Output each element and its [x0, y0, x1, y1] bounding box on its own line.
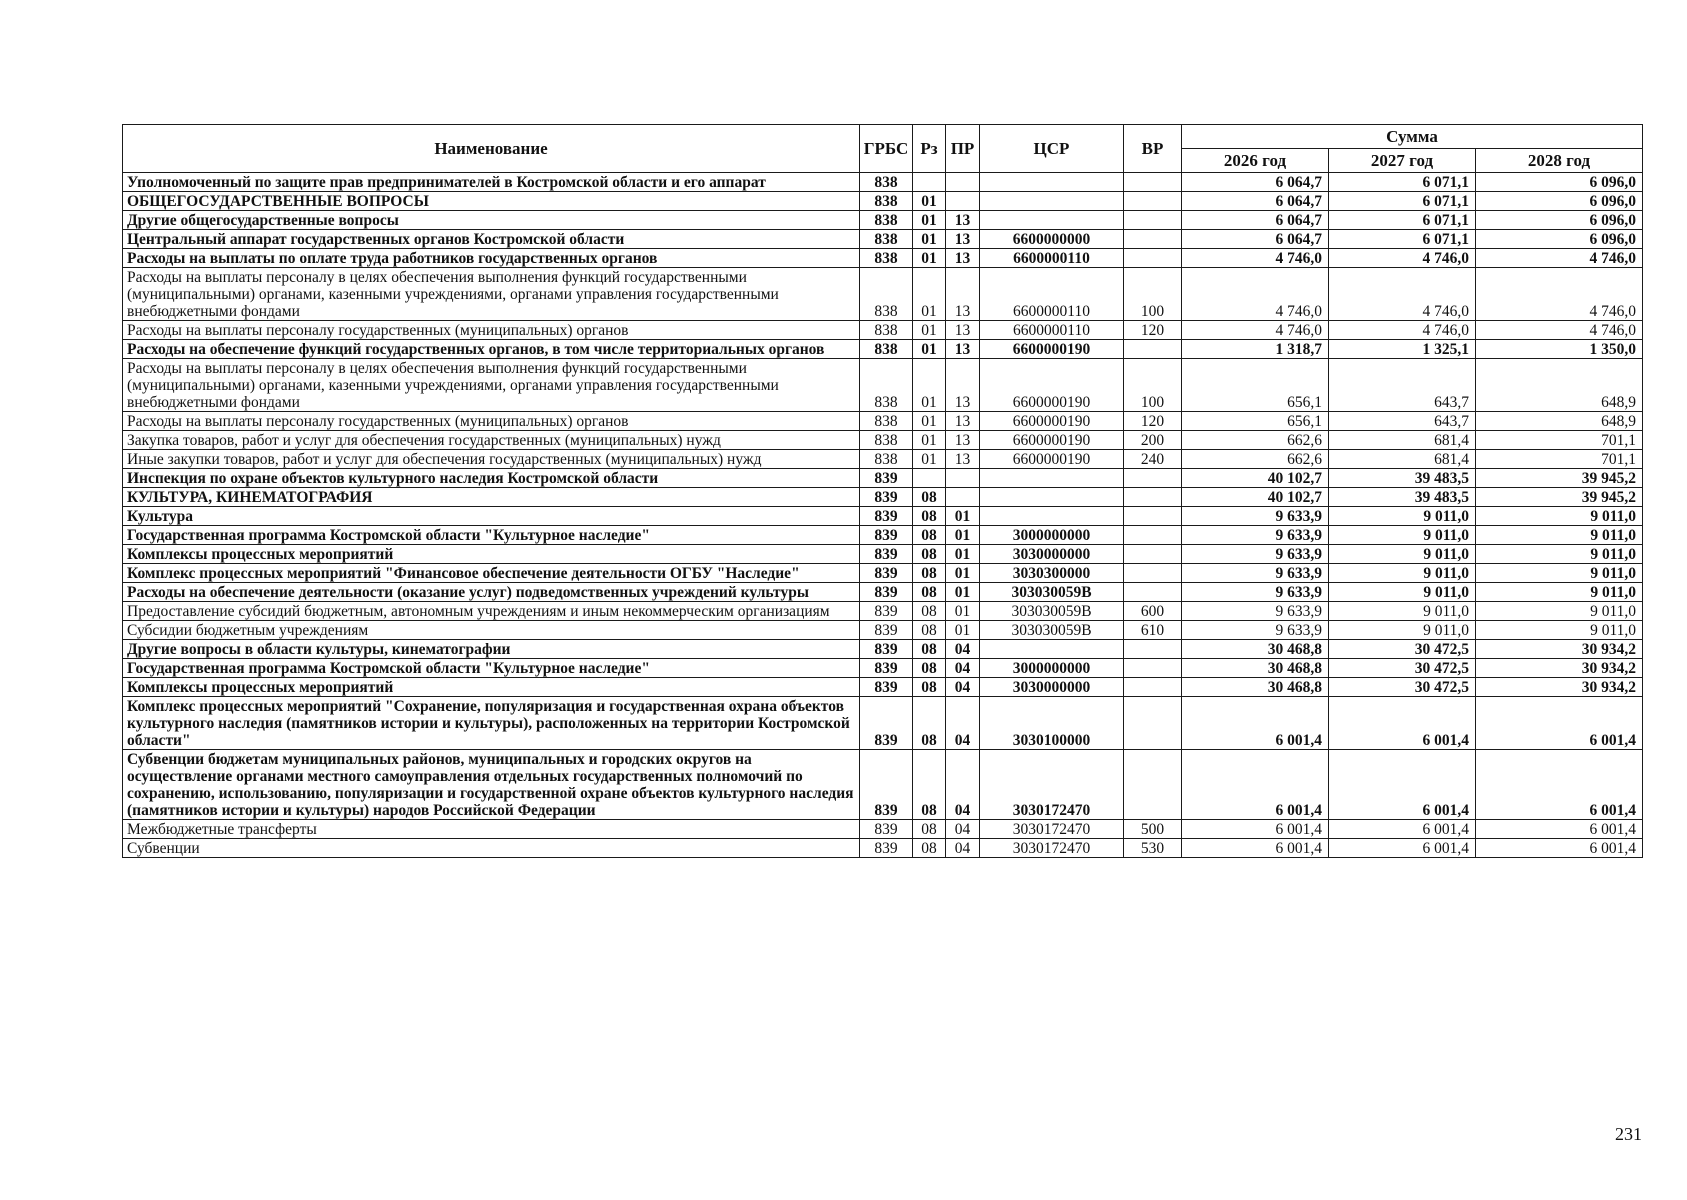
cell-grbs: 838	[860, 268, 913, 321]
cell-name: КУЛЬТУРА, КИНЕМАТОГРАФИЯ	[123, 488, 860, 507]
table-row	[123, 583, 1643, 602]
cell-csr: 3030300000	[980, 564, 1124, 583]
cell-2027: 6 001,4	[1329, 697, 1476, 750]
cell-2028: 9 011,0	[1476, 545, 1643, 564]
table-row	[123, 678, 1643, 697]
cell-2027: 643,7	[1329, 359, 1476, 412]
cell-csr: 3030172470	[980, 750, 1124, 820]
header-2027: 2027 год	[1329, 149, 1476, 173]
table-row	[123, 659, 1643, 678]
cell-name: Расходы на выплаты персоналу государственных (муниципальных) органов	[123, 321, 860, 340]
budget-table	[122, 124, 1643, 858]
cell-2028: 6 096,0	[1476, 211, 1643, 230]
cell-vr	[1124, 469, 1182, 488]
cell-grbs: 839	[860, 678, 913, 697]
table-row	[123, 412, 1643, 431]
cell-2027: 643,7	[1329, 412, 1476, 431]
table-row	[123, 545, 1643, 564]
cell-name: Субвенции бюджетам муниципальных районов, муниципальных и городских округов на осуществление органами местного самоуправления отдельных государственных полномочий по сохранению, использованию, популяризации и государственной охране объектов культурного наследия (памятников истории и культуры) народов Российской Федерации	[123, 750, 860, 820]
cell-2026: 6 064,7	[1182, 173, 1329, 192]
cell-name: Субсидии бюджетным учреждениям	[123, 621, 860, 640]
table-row	[123, 469, 1643, 488]
cell-grbs: 838	[860, 431, 913, 450]
cell-2026: 662,6	[1182, 450, 1329, 469]
cell-2028: 6 001,4	[1476, 750, 1643, 820]
cell-rz: 08	[913, 564, 946, 583]
cell-2026: 9 633,9	[1182, 583, 1329, 602]
cell-2028: 6 096,0	[1476, 192, 1643, 211]
cell-vr	[1124, 230, 1182, 249]
cell-rz: 08	[913, 526, 946, 545]
cell-pr: 13	[946, 450, 980, 469]
cell-2027: 9 011,0	[1329, 545, 1476, 564]
cell-pr: 04	[946, 820, 980, 839]
cell-vr	[1124, 173, 1182, 192]
cell-grbs: 838	[860, 249, 913, 268]
page-number: 231	[1615, 1124, 1642, 1144]
cell-grbs: 838	[860, 359, 913, 412]
cell-name: Иные закупки товаров, работ и услуг для обеспечения государственных (муниципальных) нужд	[123, 450, 860, 469]
cell-2026: 9 633,9	[1182, 621, 1329, 640]
cell-rz: 08	[913, 678, 946, 697]
cell-name: Расходы на выплаты персоналу государственных (муниципальных) органов	[123, 412, 860, 431]
cell-pr: 13	[946, 359, 980, 412]
cell-pr: 13	[946, 211, 980, 230]
cell-2026: 40 102,7	[1182, 488, 1329, 507]
cell-name: Другие общегосударственные вопросы	[123, 211, 860, 230]
cell-name: Уполномоченный по защите прав предпринимателей в Костромской области и его аппарат	[123, 173, 860, 192]
table-row	[123, 564, 1643, 583]
header-vr: ВР	[1124, 125, 1182, 173]
cell-vr	[1124, 659, 1182, 678]
cell-csr: 6600000110	[980, 268, 1124, 321]
cell-2028: 39 945,2	[1476, 488, 1643, 507]
cell-vr: 100	[1124, 268, 1182, 321]
cell-name: Расходы на выплаты персоналу в целях обеспечения выполнения функций государственными (муниципальными) органами, казенными учреждениями, органами управления государственными внебюджетными фондами	[123, 359, 860, 412]
cell-csr: 6600000190	[980, 340, 1124, 359]
cell-2027: 681,4	[1329, 450, 1476, 469]
cell-pr: 13	[946, 249, 980, 268]
table-row	[123, 750, 1643, 820]
cell-rz: 08	[913, 697, 946, 750]
cell-name: Государственная программа Костромской области "Культурное наследие"	[123, 526, 860, 545]
cell-grbs: 839	[860, 820, 913, 839]
cell-grbs: 838	[860, 230, 913, 249]
cell-pr: 04	[946, 640, 980, 659]
cell-csr: 303030059В	[980, 583, 1124, 602]
table-row	[123, 697, 1643, 750]
cell-2028: 30 934,2	[1476, 678, 1643, 697]
cell-rz: 01	[913, 340, 946, 359]
cell-vr: 600	[1124, 602, 1182, 621]
cell-2027: 9 011,0	[1329, 507, 1476, 526]
cell-vr: 100	[1124, 359, 1182, 412]
header-pr: ПР	[946, 125, 980, 173]
cell-grbs: 838	[860, 192, 913, 211]
cell-name: Расходы на выплаты по оплате труда работников государственных органов	[123, 249, 860, 268]
cell-2028: 30 934,2	[1476, 659, 1643, 678]
table-row	[123, 230, 1643, 249]
cell-csr: 3030000000	[980, 678, 1124, 697]
cell-rz: 08	[913, 545, 946, 564]
cell-name: Расходы на обеспечение деятельности (оказание услуг) подведомственных учреждений культуры	[123, 583, 860, 602]
cell-vr	[1124, 640, 1182, 659]
cell-pr: 13	[946, 412, 980, 431]
cell-2026: 9 633,9	[1182, 507, 1329, 526]
cell-csr	[980, 173, 1124, 192]
cell-2027: 4 746,0	[1329, 249, 1476, 268]
cell-vr	[1124, 488, 1182, 507]
cell-grbs: 838	[860, 211, 913, 230]
cell-name: Комплекс процессных мероприятий "Сохранение, популяризация и государственная охрана объектов культурного наследия (памятников истории и культуры), расположенных на территории Костромской области"	[123, 697, 860, 750]
cell-pr: 13	[946, 340, 980, 359]
cell-name: Инспекция по охране объектов культурного наследия Костромской области	[123, 469, 860, 488]
cell-grbs: 839	[860, 839, 913, 858]
table-row	[123, 507, 1643, 526]
table-row	[123, 602, 1643, 621]
cell-vr	[1124, 211, 1182, 230]
cell-csr: 3000000000	[980, 659, 1124, 678]
table-row	[123, 621, 1643, 640]
cell-2028: 6 096,0	[1476, 230, 1643, 249]
cell-rz: 08	[913, 750, 946, 820]
cell-vr	[1124, 249, 1182, 268]
cell-pr: 04	[946, 659, 980, 678]
cell-2027: 4 746,0	[1329, 268, 1476, 321]
table-header	[123, 125, 1643, 173]
cell-csr: 3030172470	[980, 820, 1124, 839]
cell-2027: 9 011,0	[1329, 583, 1476, 602]
cell-2026: 6 001,4	[1182, 750, 1329, 820]
cell-rz: 08	[913, 621, 946, 640]
cell-grbs: 838	[860, 412, 913, 431]
header-2026: 2026 год	[1182, 149, 1329, 173]
cell-csr: 3030000000	[980, 545, 1124, 564]
cell-2027: 6 071,1	[1329, 192, 1476, 211]
cell-2026: 9 633,9	[1182, 564, 1329, 583]
cell-pr: 13	[946, 268, 980, 321]
cell-vr: 530	[1124, 839, 1182, 858]
cell-grbs: 839	[860, 602, 913, 621]
cell-name: Культура	[123, 507, 860, 526]
cell-name: ОБЩЕГОСУДАРСТВЕННЫЕ ВОПРОСЫ	[123, 192, 860, 211]
table-row	[123, 431, 1643, 450]
cell-2027: 39 483,5	[1329, 488, 1476, 507]
cell-2027: 6 001,4	[1329, 750, 1476, 820]
cell-grbs: 839	[860, 545, 913, 564]
cell-vr	[1124, 526, 1182, 545]
cell-2028: 648,9	[1476, 412, 1643, 431]
cell-vr	[1124, 192, 1182, 211]
header-2028: 2028 год	[1476, 149, 1643, 173]
cell-2028: 1 350,0	[1476, 340, 1643, 359]
cell-2027: 4 746,0	[1329, 321, 1476, 340]
cell-grbs: 839	[860, 659, 913, 678]
cell-pr: 01	[946, 507, 980, 526]
cell-2028: 4 746,0	[1476, 268, 1643, 321]
cell-vr: 200	[1124, 431, 1182, 450]
cell-grbs: 838	[860, 173, 913, 192]
cell-2028: 39 945,2	[1476, 469, 1643, 488]
header-name: Наименование	[123, 125, 860, 173]
cell-name: Расходы на выплаты персоналу в целях обеспечения выполнения функций государственными (муниципальными) органами, казенными учреждениями, органами управления государственными внебюджетными фондами	[123, 268, 860, 321]
cell-vr: 120	[1124, 321, 1182, 340]
cell-pr: 13	[946, 431, 980, 450]
cell-2028: 9 011,0	[1476, 507, 1643, 526]
cell-pr: 01	[946, 602, 980, 621]
cell-2027: 30 472,5	[1329, 678, 1476, 697]
cell-csr: 3030172470	[980, 839, 1124, 858]
cell-2027: 681,4	[1329, 431, 1476, 450]
cell-rz: 01	[913, 230, 946, 249]
cell-rz: 01	[913, 431, 946, 450]
table-row	[123, 192, 1643, 211]
cell-rz: 08	[913, 820, 946, 839]
cell-pr: 04	[946, 750, 980, 820]
cell-grbs: 839	[860, 640, 913, 659]
cell-rz: 08	[913, 488, 946, 507]
cell-2026: 6 001,4	[1182, 839, 1329, 858]
cell-pr: 04	[946, 839, 980, 858]
table-body	[123, 173, 1643, 858]
cell-grbs: 839	[860, 526, 913, 545]
cell-rz: 01	[913, 211, 946, 230]
cell-2027: 6 071,1	[1329, 173, 1476, 192]
cell-2027: 9 011,0	[1329, 602, 1476, 621]
cell-vr	[1124, 750, 1182, 820]
cell-rz: 01	[913, 268, 946, 321]
cell-pr	[946, 173, 980, 192]
cell-2028: 4 746,0	[1476, 321, 1643, 340]
cell-pr: 01	[946, 621, 980, 640]
cell-rz	[913, 469, 946, 488]
cell-rz: 01	[913, 450, 946, 469]
table-row	[123, 640, 1643, 659]
cell-csr: 3030100000	[980, 697, 1124, 750]
cell-csr	[980, 211, 1124, 230]
table-row	[123, 321, 1643, 340]
cell-2028: 9 011,0	[1476, 564, 1643, 583]
cell-2028: 6 001,4	[1476, 839, 1643, 858]
cell-vr: 500	[1124, 820, 1182, 839]
cell-2026: 656,1	[1182, 359, 1329, 412]
table-row	[123, 526, 1643, 545]
cell-2026: 6 001,4	[1182, 820, 1329, 839]
table-row	[123, 249, 1643, 268]
cell-2026: 1 318,7	[1182, 340, 1329, 359]
cell-2028: 701,1	[1476, 431, 1643, 450]
cell-2027: 6 071,1	[1329, 211, 1476, 230]
cell-2028: 4 746,0	[1476, 249, 1643, 268]
cell-2026: 9 633,9	[1182, 545, 1329, 564]
cell-2028: 6 001,4	[1476, 697, 1643, 750]
cell-csr: 6600000110	[980, 321, 1124, 340]
cell-vr	[1124, 340, 1182, 359]
cell-name: Комплексы процессных мероприятий	[123, 545, 860, 564]
cell-2026: 9 633,9	[1182, 526, 1329, 545]
cell-2026: 4 746,0	[1182, 268, 1329, 321]
cell-grbs: 839	[860, 564, 913, 583]
cell-2026: 6 064,7	[1182, 230, 1329, 249]
cell-csr: 6600000190	[980, 431, 1124, 450]
cell-2027: 9 011,0	[1329, 526, 1476, 545]
cell-grbs: 839	[860, 583, 913, 602]
cell-vr	[1124, 678, 1182, 697]
cell-2026: 40 102,7	[1182, 469, 1329, 488]
cell-2027: 6 001,4	[1329, 820, 1476, 839]
cell-pr: 13	[946, 321, 980, 340]
cell-csr: 6600000190	[980, 450, 1124, 469]
cell-vr	[1124, 697, 1182, 750]
cell-csr: 6600000190	[980, 359, 1124, 412]
cell-vr	[1124, 583, 1182, 602]
cell-pr: 01	[946, 564, 980, 583]
cell-grbs: 839	[860, 469, 913, 488]
cell-grbs: 839	[860, 621, 913, 640]
cell-pr: 04	[946, 697, 980, 750]
cell-rz: 08	[913, 659, 946, 678]
cell-2026: 9 633,9	[1182, 602, 1329, 621]
cell-rz: 01	[913, 321, 946, 340]
cell-csr	[980, 192, 1124, 211]
cell-2028: 9 011,0	[1476, 602, 1643, 621]
cell-vr: 120	[1124, 412, 1182, 431]
cell-name: Комплекс процессных мероприятий "Финансовое обеспечение деятельности ОГБУ "Наследие"	[123, 564, 860, 583]
cell-2026: 662,6	[1182, 431, 1329, 450]
cell-name: Предоставление субсидий бюджетным, автономным учреждениям и иным некоммерческим организациям	[123, 602, 860, 621]
cell-name: Комплексы процессных мероприятий	[123, 678, 860, 697]
header-sum: Сумма	[1182, 125, 1643, 149]
cell-2027: 39 483,5	[1329, 469, 1476, 488]
cell-rz: 01	[913, 249, 946, 268]
cell-csr: 3000000000	[980, 526, 1124, 545]
cell-csr: 6600000190	[980, 412, 1124, 431]
table-row	[123, 173, 1643, 192]
cell-2026: 6 064,7	[1182, 192, 1329, 211]
cell-2027: 9 011,0	[1329, 564, 1476, 583]
cell-2028: 648,9	[1476, 359, 1643, 412]
cell-csr: 6600000000	[980, 230, 1124, 249]
cell-grbs: 838	[860, 321, 913, 340]
table-row	[123, 488, 1643, 507]
table-row	[123, 268, 1643, 321]
cell-vr	[1124, 507, 1182, 526]
cell-2026: 6 001,4	[1182, 697, 1329, 750]
cell-2026: 4 746,0	[1182, 321, 1329, 340]
header-rz: Рз	[913, 125, 946, 173]
table-row	[123, 211, 1643, 230]
cell-2028: 6 001,4	[1476, 820, 1643, 839]
cell-csr: 6600000110	[980, 249, 1124, 268]
cell-name: Межбюджетные трансферты	[123, 820, 860, 839]
cell-2027: 6 001,4	[1329, 839, 1476, 858]
cell-rz: 01	[913, 359, 946, 412]
cell-vr: 610	[1124, 621, 1182, 640]
cell-csr	[980, 488, 1124, 507]
cell-pr	[946, 469, 980, 488]
cell-grbs: 839	[860, 488, 913, 507]
cell-2027: 30 472,5	[1329, 640, 1476, 659]
cell-csr: 303030059В	[980, 621, 1124, 640]
cell-name: Другие вопросы в области культуры, кинематографии	[123, 640, 860, 659]
cell-csr: 303030059В	[980, 602, 1124, 621]
cell-vr	[1124, 564, 1182, 583]
cell-pr: 01	[946, 583, 980, 602]
cell-2028: 9 011,0	[1476, 621, 1643, 640]
cell-pr: 13	[946, 230, 980, 249]
cell-rz: 01	[913, 192, 946, 211]
cell-rz: 01	[913, 412, 946, 431]
cell-2028: 9 011,0	[1476, 526, 1643, 545]
cell-2027: 6 071,1	[1329, 230, 1476, 249]
header-csr: ЦСР	[980, 125, 1124, 173]
cell-pr: 04	[946, 678, 980, 697]
cell-2026: 30 468,8	[1182, 640, 1329, 659]
table-row	[123, 820, 1643, 839]
cell-2026: 656,1	[1182, 412, 1329, 431]
cell-2026: 30 468,8	[1182, 678, 1329, 697]
cell-grbs: 839	[860, 507, 913, 526]
cell-2028: 9 011,0	[1476, 583, 1643, 602]
cell-grbs: 839	[860, 697, 913, 750]
cell-2026: 30 468,8	[1182, 659, 1329, 678]
cell-vr: 240	[1124, 450, 1182, 469]
cell-2028: 30 934,2	[1476, 640, 1643, 659]
cell-name: Государственная программа Костромской области "Культурное наследие"	[123, 659, 860, 678]
cell-rz: 08	[913, 839, 946, 858]
cell-rz: 08	[913, 640, 946, 659]
cell-grbs: 838	[860, 450, 913, 469]
table-row	[123, 359, 1643, 412]
cell-name: Центральный аппарат государственных органов Костромской области	[123, 230, 860, 249]
cell-csr	[980, 469, 1124, 488]
cell-2028: 6 096,0	[1476, 173, 1643, 192]
cell-2027: 9 011,0	[1329, 621, 1476, 640]
cell-2028: 701,1	[1476, 450, 1643, 469]
cell-pr	[946, 192, 980, 211]
cell-2027: 1 325,1	[1329, 340, 1476, 359]
cell-csr	[980, 640, 1124, 659]
cell-pr: 01	[946, 545, 980, 564]
cell-name: Субвенции	[123, 839, 860, 858]
cell-pr: 01	[946, 526, 980, 545]
cell-rz	[913, 173, 946, 192]
cell-csr	[980, 507, 1124, 526]
table-row	[123, 450, 1643, 469]
cell-2026: 6 064,7	[1182, 211, 1329, 230]
table-row	[123, 839, 1643, 858]
cell-rz: 08	[913, 507, 946, 526]
cell-2027: 30 472,5	[1329, 659, 1476, 678]
table-row	[123, 340, 1643, 359]
header-grbs: ГРБС	[860, 125, 913, 173]
cell-rz: 08	[913, 602, 946, 621]
cell-2026: 4 746,0	[1182, 249, 1329, 268]
cell-name: Расходы на обеспечение функций государственных органов, в том числе территориальных органов	[123, 340, 860, 359]
cell-name: Закупка товаров, работ и услуг для обеспечения государственных (муниципальных) нужд	[123, 431, 860, 450]
cell-rz: 08	[913, 583, 946, 602]
cell-grbs: 839	[860, 750, 913, 820]
cell-grbs: 838	[860, 340, 913, 359]
cell-vr	[1124, 545, 1182, 564]
cell-pr	[946, 488, 980, 507]
